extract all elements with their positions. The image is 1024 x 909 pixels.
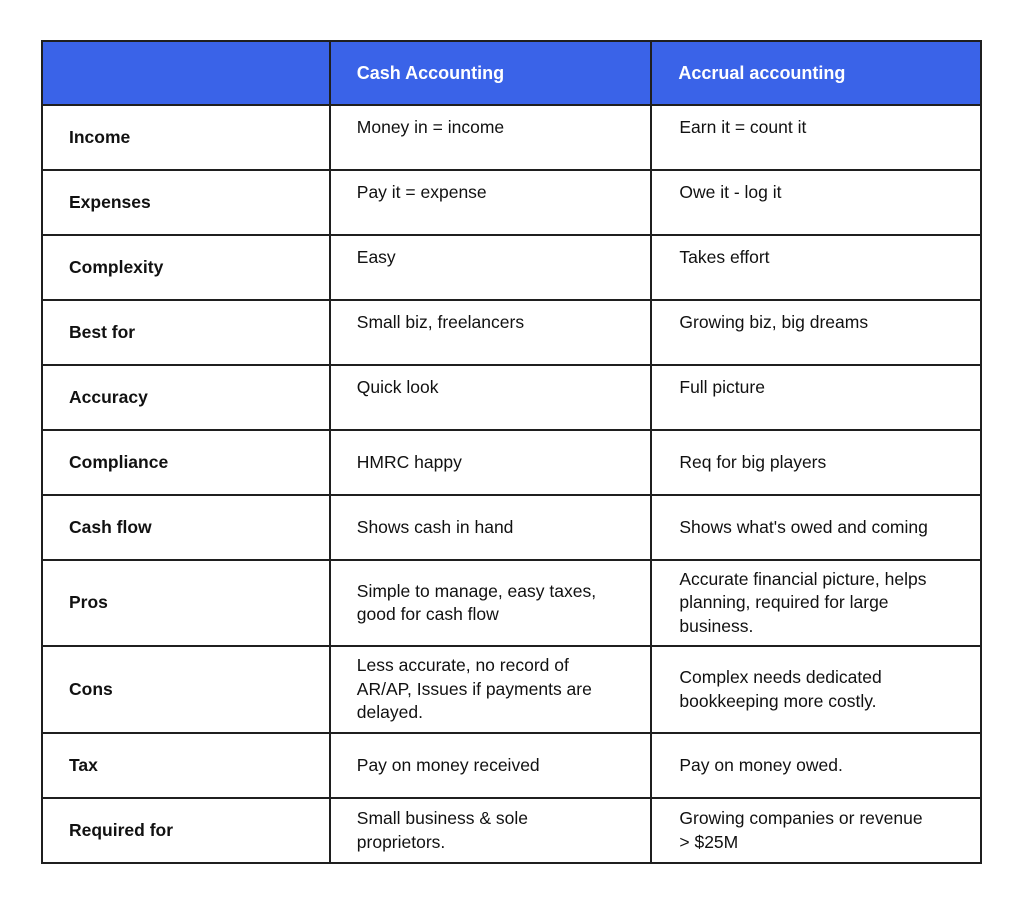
cash-cell [330,430,652,495]
cash-cell-text: Money in = income [356,117,505,137]
accrual-cell [651,365,981,430]
accrual-cell-text: Takes effort [679,247,770,267]
cash-cell [330,560,652,646]
header-empty-cell [42,41,330,105]
row-label-text: Compliance [69,451,169,472]
table-row [42,733,981,798]
header-row [42,41,981,105]
row-label [42,105,330,170]
accrual-cell [651,430,981,495]
accrual-cell [651,733,981,798]
row-label [42,430,330,495]
row-label [42,646,330,733]
row-label-text: Tax [69,754,98,775]
row-label [42,733,330,798]
table-row [42,798,981,863]
cash-cell-text: Pay on money received [356,754,540,775]
accrual-cell-text: Pay on money owed. [679,754,843,775]
row-label [42,495,330,560]
cash-cell-text: Pay it = expense [356,182,487,202]
accrual-cell-text: Full picture [679,377,765,397]
row-label-text: Required for [69,819,174,840]
row-label-text: Cons [69,678,113,699]
row-label-text: Income [69,126,131,147]
cash-cell [330,646,652,733]
row-label [42,798,330,863]
row-label-text: Best for [69,321,136,342]
accrual-cell-text: Complex needs dedicated bookkeeping more costly. [679,667,882,711]
table-row [42,646,981,733]
cash-cell-text: Shows cash in hand [356,516,514,537]
cash-cell [330,105,652,170]
table-row [42,300,981,365]
row-label-text: Complexity [69,256,164,277]
cash-cell-text: HMRC happy [356,451,462,472]
cash-cell-text: Less accurate, no record of AR/AP, Issues if payments are delayed. [356,655,592,723]
row-label-text: Expenses [69,191,151,212]
row-label-text: Cash flow [69,516,152,537]
cash-cell [330,733,652,798]
cash-cell-text: Small business & sole proprietors. [356,808,528,852]
accrual-cell [651,798,981,863]
table-row [42,235,981,300]
accrual-cell-text: Owe it - log it [679,182,782,202]
cash-cell [330,495,652,560]
cash-cell [330,300,652,365]
cash-cell-text: Simple to manage, easy taxes, good for cash flow [356,580,597,624]
row-label-text: Accuracy [69,386,148,407]
cash-cell [330,365,652,430]
accrual-cell-text: Shows what's owed and coming [679,516,928,537]
cash-cell [330,170,652,235]
cash-cell [330,798,652,863]
header-cash-accounting: Cash Accounting [330,41,652,105]
comparison-table [41,40,982,864]
table-row [42,170,981,235]
header-accrual-accounting: Accrual accounting [651,41,981,105]
cash-cell-text: Quick look [356,377,439,397]
cash-cell-text: Small biz, freelancers [356,312,525,332]
row-label [42,300,330,365]
accrual-cell [651,170,981,235]
cash-cell-text: Easy [356,247,396,267]
accrual-cell-text: Earn it = count it [679,117,807,137]
accrual-cell-text: Growing biz, big dreams [679,312,869,332]
row-label [42,560,330,646]
table-row [42,560,981,646]
table-row [42,105,981,170]
accrual-cell [651,495,981,560]
accrual-cell-text: Growing companies or revenue > $25M [679,808,923,852]
table-row [42,430,981,495]
row-label [42,365,330,430]
accrual-cell [651,646,981,733]
table-row [42,365,981,430]
accrual-cell [651,105,981,170]
row-label [42,235,330,300]
row-label [42,170,330,235]
accrual-cell [651,560,981,646]
accrual-cell [651,300,981,365]
row-label-text: Pros [69,592,108,613]
cash-cell [330,235,652,300]
accrual-cell-text: Accurate financial picture, helps planning, required for large business. [679,568,927,636]
accrual-cell [651,235,981,300]
table-row [42,495,981,560]
accrual-cell-text: Req for big players [679,451,827,472]
